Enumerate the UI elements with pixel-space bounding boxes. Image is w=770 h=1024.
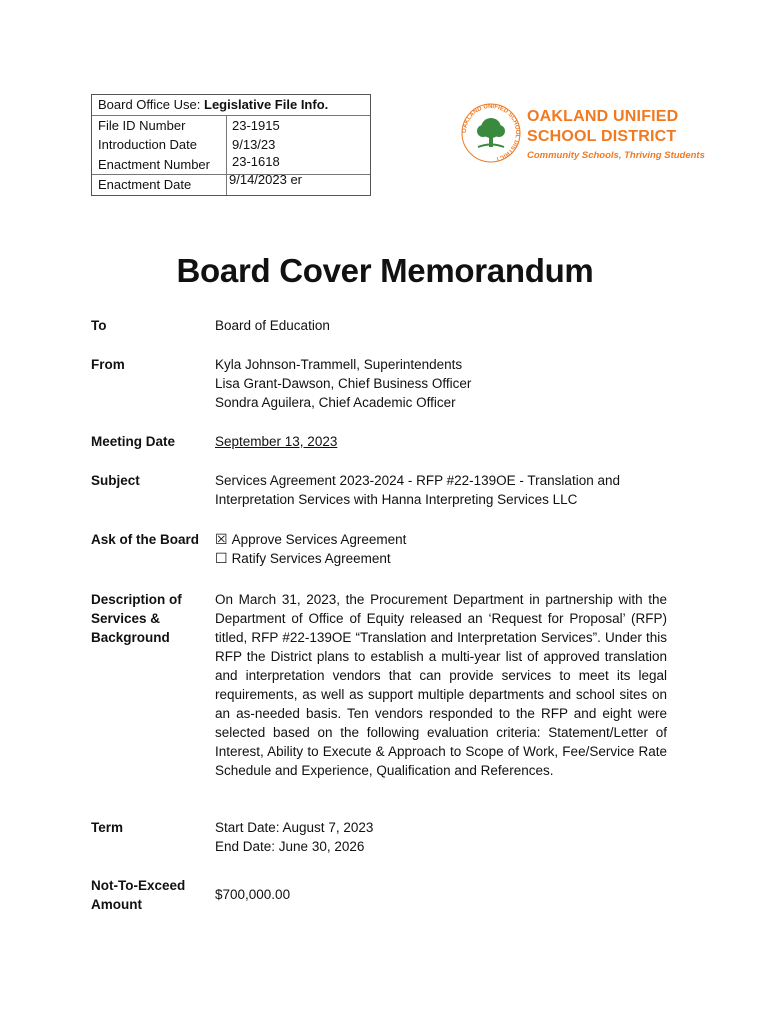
ratify-option-text: Ratify Services Agreement xyxy=(231,551,391,566)
file-id-value: 23-1915 xyxy=(232,117,280,133)
file-id-label: File ID Number xyxy=(98,117,186,133)
enactment-number-label: Enactment Number xyxy=(98,156,210,172)
meeting-date-value: September 13, 2023 xyxy=(215,434,338,449)
description-label xyxy=(91,590,211,647)
approve-option[interactable] xyxy=(215,530,667,549)
term-end: End Date: June 30, 2026 xyxy=(215,839,365,854)
logo-tagline: Community Schools, Thriving Students xyxy=(527,150,705,161)
nte-label-line: Amount xyxy=(91,897,142,912)
meeting-date-wrapper xyxy=(215,432,667,451)
introduction-date-value: 9/13/23 xyxy=(232,137,276,152)
meeting-date-label: Meeting Date xyxy=(91,434,176,449)
description-text: On March 31, 2023, the Procurement Department in partnership with the Department of Office of Equity released an ‘Request for Proposal’ (RFP) titled, RFP #22-139OE “Translation and Interpretation Services”. Under this RFP the District plans to establish a multi-year list of approved translation and interpretation vendors that can provide services to meet its legal requirements, as well as support multiple departments and school sites on an as-needed basis. Ten vendors responded to the RFP and eight were selected based on the following evaluation criteria: Statement/Letter of Interest, Ability to Execute & Approach to Scope of Work, Fee/Service Rate Schedule and Experience, Qualification and References. xyxy=(215,592,667,778)
logo-line-2: SCHOOL DISTRICT xyxy=(527,128,677,145)
file-info-row xyxy=(92,174,370,195)
unchecked-checkbox-icon[interactable]: ☐ xyxy=(215,550,228,566)
file-info-header xyxy=(92,95,370,116)
ask-of-board-options xyxy=(215,530,667,568)
not-to-exceed-label xyxy=(91,876,211,914)
from-line: Sondra Aguilera, Chief Academic Officer xyxy=(215,395,456,410)
to-label: To xyxy=(91,318,107,333)
logo-line-1: OAKLAND UNIFIED xyxy=(527,108,679,125)
description-label-line: Services & xyxy=(91,611,161,626)
to-value: Board of Education xyxy=(215,318,330,333)
term-value xyxy=(215,818,667,856)
from-line: Kyla Johnson-Trammell, Superintendents xyxy=(215,357,463,372)
introduction-date-label: Introduction Date xyxy=(98,137,198,152)
term-label: Term xyxy=(91,820,124,835)
district-logo xyxy=(460,102,705,166)
file-info-header-prefix: Board Office Use: xyxy=(98,97,201,112)
from-value xyxy=(215,355,667,412)
ask-of-board-label: Ask of the Board xyxy=(91,532,200,547)
seal-text: OAKLAND UNIFIED SCHOOL DISTRICT xyxy=(461,103,521,162)
nte-label-line: Not-To-Exceed xyxy=(91,878,186,893)
subject-line: Services Agreement 2023-2024 - RFP #22-139OE - Translation and xyxy=(215,473,620,488)
from-label: From xyxy=(91,357,125,372)
description-label-line: Description of xyxy=(91,592,182,607)
subject-label: Subject xyxy=(91,473,140,488)
legislative-file-info-box xyxy=(91,94,371,196)
enactment-date-label: Enactment Date xyxy=(98,177,192,192)
enactment-number-value: 23-1618 xyxy=(232,153,280,169)
ratify-option[interactable] xyxy=(215,549,667,568)
subject-line: Interpretation Services with Hanna Interpreting Services LLC xyxy=(215,492,578,507)
term-start: Start Date: August 7, 2023 xyxy=(215,820,374,835)
description-label-line: Background xyxy=(91,630,170,645)
file-info-row xyxy=(92,135,370,155)
file-info-header-bold: Legislative File Info. xyxy=(204,97,329,112)
approve-option-text: Approve Services Agreement xyxy=(231,532,407,547)
checked-checkbox-icon[interactable]: ☒ xyxy=(215,531,228,547)
subject-value xyxy=(215,471,667,509)
district-seal-icon xyxy=(460,102,522,164)
not-to-exceed-value: $700,000.00 xyxy=(215,887,291,902)
page-title: Board Cover Memorandum xyxy=(176,252,594,289)
enactment-date-value: 9/14/2023 er xyxy=(229,172,303,187)
file-info-row xyxy=(92,116,370,136)
from-line: Lisa Grant-Dawson, Chief Business Officer xyxy=(215,376,472,391)
